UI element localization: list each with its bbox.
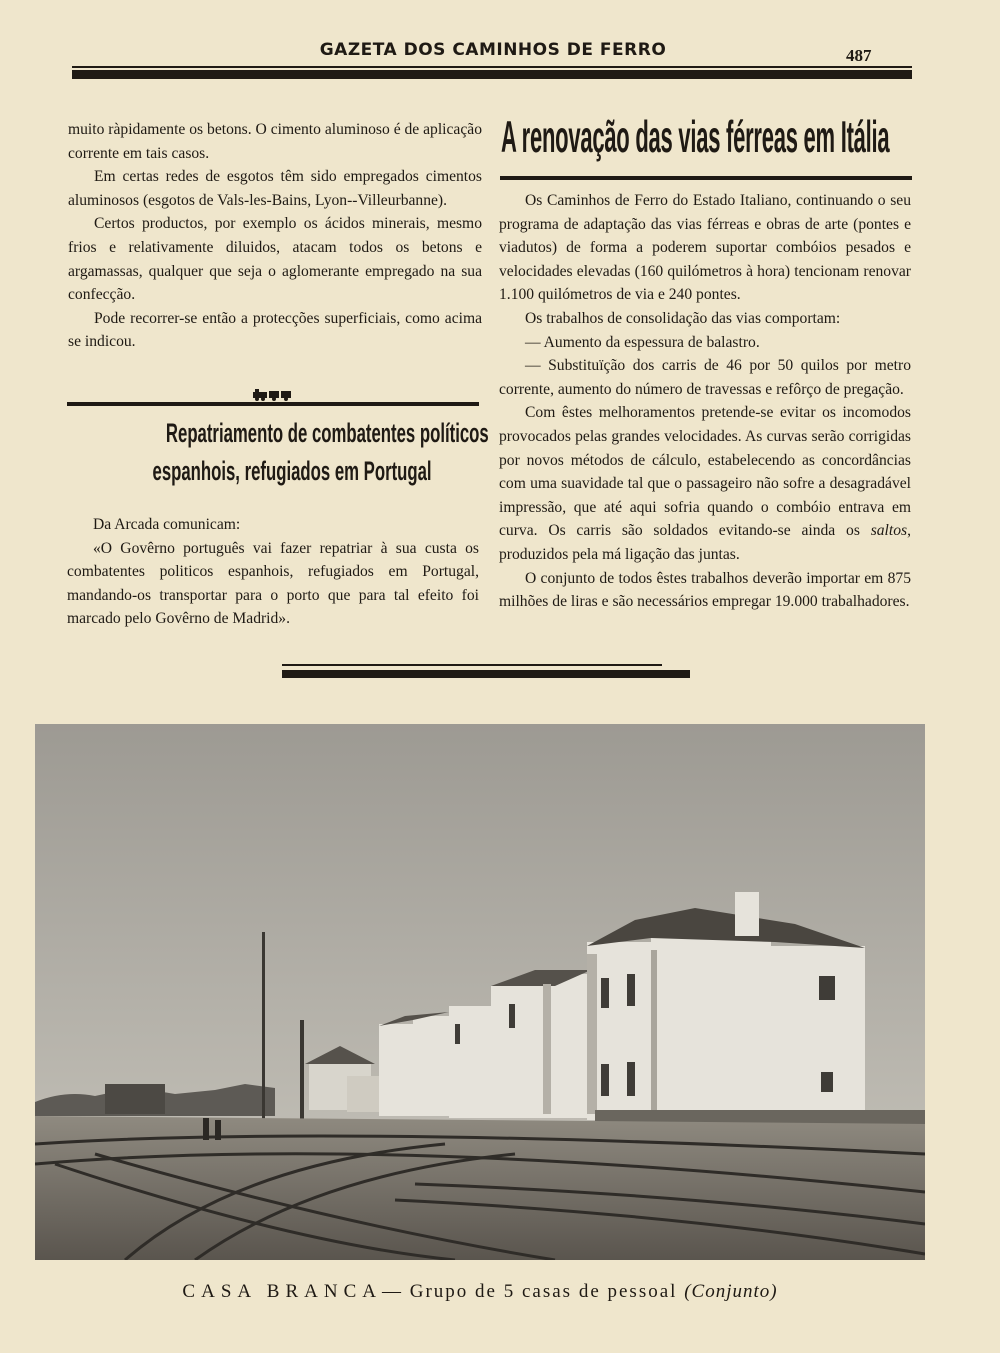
page-number: 487 bbox=[846, 46, 872, 65]
headline-underline bbox=[500, 176, 912, 180]
header-rule-thin bbox=[72, 66, 912, 68]
paragraph: Pode recorrer-se então a protecções superficiais, como acima se indicou. bbox=[68, 309, 482, 351]
caption-text: — Grupo de 5 casas de pessoal bbox=[382, 1281, 678, 1302]
paragraph: O conjunto de todos êstes trabalhos deverão importar em 875 milhões de liras e são necessários empregar 19.000 trabalhadores. bbox=[499, 569, 911, 611]
text-run: , produzidos pela má ligação das juntas. bbox=[499, 522, 911, 563]
section-divider bbox=[67, 402, 479, 406]
paragraph: — Aumento da espessura de balastro. bbox=[525, 333, 760, 351]
paragraph: — Substituïção dos carris de 46 por 50 quilos por metro corrente, aumento do número de travessas e refôrço de pregação. bbox=[499, 357, 911, 398]
paragraph: Os trabalhos de consolidação das vias comportam: bbox=[525, 309, 841, 327]
headline-repatriamento bbox=[67, 414, 489, 490]
paragraph: Os Caminhos de Ferro do Estado Italiano, continuando o seu programa de adaptação das vias férreas e obras de arte (pontes e viadutos) de forma a poderem suportar combóios pesados e velocidades elevadas (160 quilómetros à hora) tencionam renovar 1.100 quilómetros de via e 240 pontes. bbox=[499, 192, 911, 304]
header-rule-thick bbox=[72, 70, 912, 79]
paragraph bbox=[499, 401, 911, 566]
repatriamento-body bbox=[67, 513, 479, 631]
caption-italic: (Conjunto) bbox=[684, 1281, 778, 1302]
caption-title: CASA BRANCA bbox=[182, 1281, 382, 1302]
italia-body bbox=[499, 189, 911, 614]
paragraph: «O Govêrno português vai fazer repatriar à sua custa os combatentes politicos espanhois, refugiados em Portugal, mandando-os transportar para o porto que para tal efeito foi marcado pelo Govêrno de Madrid». bbox=[67, 539, 479, 628]
photograph-casa-branca bbox=[35, 724, 925, 1260]
italic-word: saltos bbox=[870, 522, 908, 540]
headline-line: espanhois, refugiados em Portugal bbox=[152, 456, 432, 486]
center-rule-thick bbox=[282, 670, 690, 678]
journal-title: GAZETA DOS CAMINHOS DE FERRO bbox=[319, 40, 667, 60]
headline-line: Repatriamento de combatentes políticos bbox=[165, 418, 489, 448]
paragraph: Da Arcada comunicam: bbox=[93, 516, 241, 533]
paragraph: Em certas redes de esgotos têm sido empregados cimentos aluminosos (esgotos de Vals-les-Bains, Lyon--Villeurbanne). bbox=[68, 168, 482, 209]
headline-italia: A renovação das vias férreas em Itália bbox=[501, 112, 890, 162]
paragraph: Certos productos, por exemplo os ácidos minerais, mesmo frios e relativamente diluidos, atacam todos os betons e argamassas, qualquer que seja o aglomerante empregado na sua confecção. bbox=[68, 215, 482, 304]
center-rule-thin bbox=[282, 664, 662, 666]
train-ornament-icon bbox=[251, 386, 295, 402]
left-column-text bbox=[68, 118, 482, 354]
paragraph: muito ràpidamente os betons. O cimento aluminoso é de aplicação corrente em tais casos. bbox=[68, 121, 482, 162]
railway-houses-photo bbox=[35, 724, 925, 1260]
text-run: Com êstes melhoramentos pretende-se evitar os incomodos provocados pelas grandes velocidades. As curvas serão corrigidas por novos métodos de cálculo, estabelecendo as concordâncias com uma suavidade tal que o passageiro não sofre a desagradável impressão, que até aqui sofria quando o combóio entrava em curva. Os carris são soldados evitando-se ainda os bbox=[499, 404, 911, 540]
photo-caption bbox=[0, 1281, 960, 1303]
